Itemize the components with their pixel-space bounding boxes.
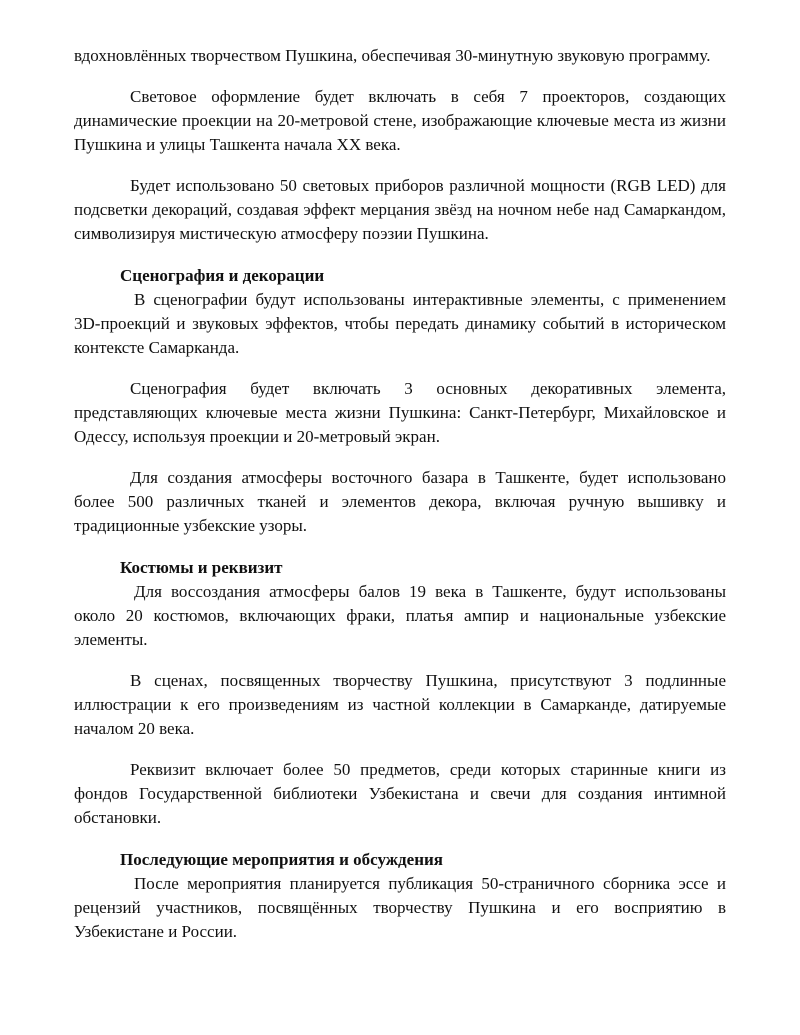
heading-costumes: Костюмы и реквизит (120, 558, 283, 577)
paragraph-followup-publication: После мероприятия планируется публикация 50-страничного сборника эссе и рецензий участников, посвящённых творчеству Пушкина и его восприятию в Узбекистане и России. (74, 874, 726, 941)
heading-scenography: Сценография и декорации (120, 266, 325, 285)
paragraph-costumes-illustrations: В сценах, посвященных творчеству Пушкина, присутствуют 3 подлинные иллюстрации к его произведениям из частной коллекции в Самарканде, датируемые началом 20 века. (74, 671, 726, 738)
paragraph-costumes-balls: Для воссоздания атмосферы балов 19 века в Ташкенте, будут использованы около 20 костюмов, включающих фраки, платья ампир и национальные узбекские элементы. (74, 582, 726, 649)
paragraph-lighting-projectors: Световое оформление будет включать в себя 7 проекторов, создающих динамические проекции на 20-метровой стене, изображающие ключевые места из жизни Пушкина и улицы Ташкента начала XX века. (74, 87, 726, 154)
paragraph-costumes-props: Реквизит включает более 50 предметов, среди которых старинные книги из фондов Государственной библиотеки Узбекистана и свечи для создания интимной обстановки. (74, 760, 726, 827)
heading-followup: Последующие мероприятия и обсуждения (120, 850, 443, 869)
paragraph-lighting-devices: Будет использовано 50 световых приборов различной мощности (RGB LED) для подсветки декораций, создавая эффект мерцания звёзд на ночном небе над Самаркандом, символизируя мистическую атмосферу поэзии Пушкина. (74, 176, 726, 243)
paragraph-intro-continuation: вдохновлённых творчеством Пушкина, обеспечивая 30-минутную звуковую программу. (74, 46, 711, 65)
paragraph-scenography-bazaar: Для создания атмосферы восточного базара в Ташкенте, будет использовано более 500 различных тканей и элементов декора, включая ручную вышивку и традиционные узбекские узоры. (74, 468, 726, 535)
document-page (74, 44, 726, 961)
paragraph-scenography-elements: Сценография будет включать 3 основных декоративных элемента, представляющих ключевые места жизни Пушкина: Санкт-Петербург, Михайловское и Одессу, используя проекции и 20-метровый экран. (74, 379, 726, 446)
paragraph-scenography-interactive: В сценографии будут использованы интерактивные элементы, с применением 3D-проекций и звуковых эффектов, чтобы передать динамику событий в историческом контексте Самарканда. (74, 290, 726, 357)
